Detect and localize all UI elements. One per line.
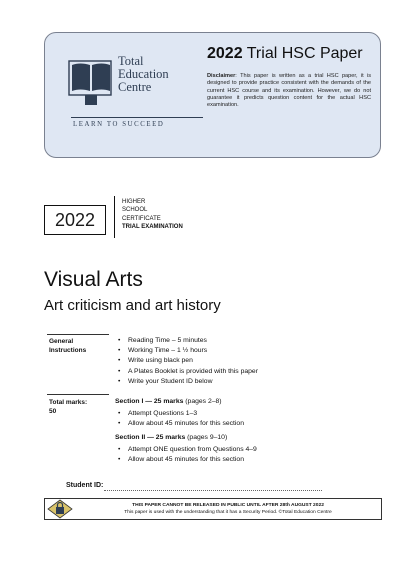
cert-divider — [114, 196, 115, 238]
trial-year: 2022 — [207, 45, 243, 62]
disclaimer-text: : This paper is written as a trial HSC paper, it is designed to provide practice consistent with the demands of the current HSC course and its examination. However, we do not guarantee it predicts question content for the actual HSC examination. — [207, 73, 371, 109]
list-item: • Write your Student ID below — [118, 377, 258, 387]
section-2-heading: Section II — 25 marks (pages 9–10) — [115, 434, 228, 441]
general-rule — [47, 334, 109, 335]
marks-rule — [47, 394, 109, 395]
section-2-list — [118, 445, 257, 465]
logo-rule — [71, 117, 203, 118]
list-item: • Allow about 45 minutes for this section — [118, 419, 244, 429]
header-box — [44, 32, 381, 158]
general-instructions-list — [118, 336, 258, 387]
list-item: • Write using black pen — [118, 356, 258, 366]
logo-wordmark: Total Education Centre — [118, 54, 169, 94]
trial-title — [207, 45, 363, 63]
list-item: • Reading Time – 5 minutes — [118, 336, 258, 346]
certificate-text: HIGHER SCHOOL CERTIFICATE TRIAL EXAMINATION — [122, 199, 183, 231]
student-id-field[interactable] — [104, 490, 322, 491]
footer-text: THIS PAPER CANNOT BE RELEASED IN PUBLIC UNTIL AFTER 28th AUGUST 2022 This paper is used with the understanding that it has a Security Period. ©Total Education Centre — [124, 503, 332, 515]
course-title: Art criticism and art history — [44, 297, 221, 314]
logo-tagline: LEARN TO SUCCEED — [73, 121, 165, 128]
subject-title: Visual Arts — [44, 268, 143, 291]
total-marks-label: Total marks: 50 — [49, 399, 88, 415]
general-instructions-label: General Instructions — [49, 338, 87, 354]
section-1-list — [118, 409, 244, 429]
security-footer — [44, 498, 382, 520]
disclaimer-label: Disclaimer — [207, 73, 236, 79]
section-1-heading: Section I — 25 marks (pages 2–8) — [115, 398, 222, 405]
security-lock-icon — [45, 498, 75, 520]
list-item: • A Plates Booklet is provided with this paper — [118, 367, 258, 377]
list-item: • Working Time – 1 ½ hours — [118, 346, 258, 356]
trial-title-text: Trial HSC Paper — [246, 45, 363, 62]
year-box: 2022 — [44, 205, 106, 235]
disclaimer — [207, 73, 371, 109]
student-id-label: Student ID: — [66, 482, 104, 489]
list-item: • Attempt ONE question from Questions 4–9 — [118, 445, 257, 455]
open-book-icon — [67, 57, 115, 109]
list-item: • Allow about 45 minutes for this section — [118, 455, 257, 465]
list-item: • Attempt Questions 1–3 — [118, 409, 244, 419]
logo — [67, 55, 207, 145]
